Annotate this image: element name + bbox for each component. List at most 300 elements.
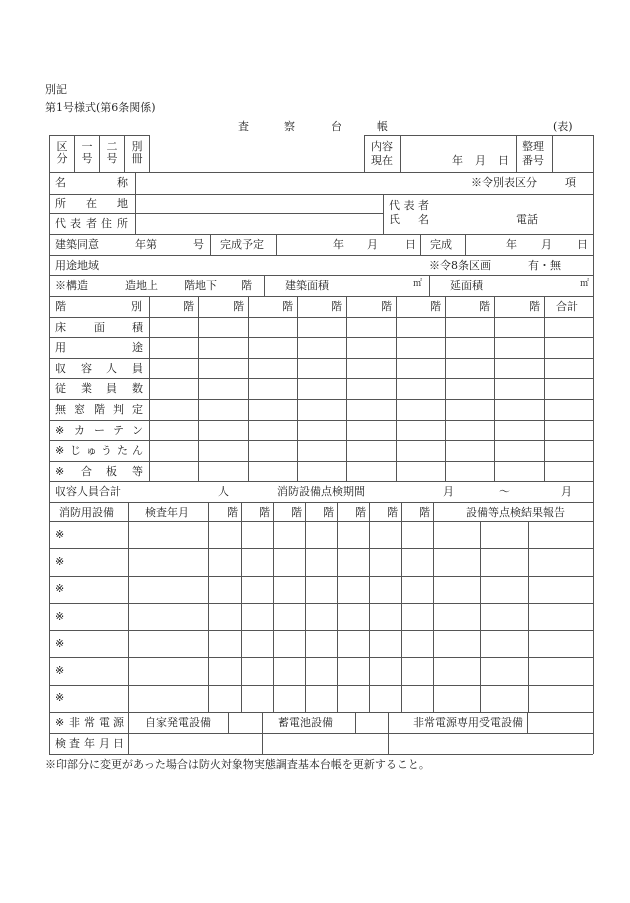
- equipment-table-cell[interactable]: [434, 522, 479, 548]
- equipment-name-field[interactable]: [70, 686, 127, 712]
- label-char: 日: [113, 737, 124, 750]
- floor-table-cell[interactable]: [347, 462, 396, 482]
- equipment-table-cell[interactable]: [306, 686, 336, 712]
- form-number: 第1号様式(第6条関係): [45, 101, 156, 114]
- floor-column-header: 階: [291, 506, 302, 519]
- equipment-name-field[interactable]: [70, 549, 127, 575]
- floor-column-header: 階: [529, 300, 540, 313]
- label-char: ※: [55, 465, 65, 478]
- floor-table-cell[interactable]: [199, 441, 248, 461]
- label-char: 床: [55, 321, 66, 334]
- equipment-table-cell[interactable]: [209, 658, 240, 684]
- equipment-table-cell[interactable]: [370, 604, 400, 630]
- floor-table-cell[interactable]: [298, 359, 346, 379]
- cell-text: 号: [106, 152, 118, 165]
- floor-table-cell[interactable]: [545, 421, 593, 441]
- total-capacity-field[interactable]: [130, 482, 215, 501]
- equipment-table-cell[interactable]: [481, 686, 527, 712]
- dedicated-receiving-field[interactable]: [528, 713, 592, 733]
- phone-label: 電話: [516, 213, 538, 226]
- equipment-table-cell[interactable]: [306, 549, 336, 575]
- equipment-table-cell[interactable]: [370, 631, 400, 657]
- equipment-table-cell[interactable]: [129, 577, 207, 603]
- equipment-table-cell[interactable]: [370, 658, 400, 684]
- floor-table-cell[interactable]: [446, 318, 494, 338]
- floor-table-cell[interactable]: [150, 318, 198, 338]
- equipment-table-cell[interactable]: [209, 604, 240, 630]
- label-char: 電: [99, 716, 110, 729]
- floor-table-cell[interactable]: [249, 359, 297, 379]
- floor-table-cell[interactable]: [249, 400, 297, 420]
- floor-table-cell[interactable]: [545, 441, 593, 461]
- floor-number-field[interactable]: [306, 503, 321, 520]
- floor-table-cell[interactable]: [298, 441, 346, 461]
- side-label: (表): [553, 120, 573, 133]
- equipment-table-cell[interactable]: [434, 631, 479, 657]
- label-char: 無: [55, 403, 66, 416]
- floor-table-cell[interactable]: [199, 462, 248, 482]
- floor-table-cell[interactable]: [199, 400, 248, 420]
- sqm-unit: ㎡: [413, 279, 423, 289]
- floor-table-cell[interactable]: [397, 318, 445, 338]
- location-field[interactable]: [136, 195, 382, 213]
- floor-table-cell[interactable]: [150, 338, 198, 358]
- structure-label: ※構造: [55, 279, 88, 292]
- equipment-name-field[interactable]: [70, 577, 127, 603]
- floor-table-cell[interactable]: [495, 379, 544, 399]
- equipment-table-cell[interactable]: [338, 686, 368, 712]
- floor-number-field[interactable]: [370, 503, 385, 520]
- floor-number-field[interactable]: [338, 503, 353, 520]
- label-char: 窓: [74, 403, 85, 416]
- equipment-table-cell[interactable]: [242, 658, 272, 684]
- completion-planned-label: 完成予定: [220, 238, 264, 251]
- label-char: た: [117, 444, 128, 457]
- consent-year-no-label: 年第: [135, 238, 157, 251]
- floor-table-cell[interactable]: [545, 400, 593, 420]
- equipment-row-marker: ※: [55, 582, 65, 595]
- floor-table-cell[interactable]: [150, 462, 198, 482]
- equipment-table-cell[interactable]: [481, 577, 527, 603]
- report-column-header: 設備等点検結果報告: [466, 506, 565, 519]
- completion-label: 完成: [430, 238, 452, 251]
- equipment-table-cell[interactable]: [129, 604, 207, 630]
- label-char: 人: [106, 362, 117, 375]
- floor-column-header: 階: [323, 506, 334, 519]
- floor-table-cell[interactable]: [347, 379, 396, 399]
- equipment-table-cell[interactable]: [402, 658, 432, 684]
- floor-table-cell[interactable]: [249, 441, 297, 461]
- floor-column-header: 階: [259, 506, 270, 519]
- floor-table-cell[interactable]: [397, 421, 445, 441]
- floor-table-cell[interactable]: [446, 359, 494, 379]
- equipment-name-field[interactable]: [70, 522, 127, 548]
- floor-table-cell[interactable]: [545, 359, 593, 379]
- equipment-table-cell[interactable]: [370, 549, 400, 575]
- floor-table-cell[interactable]: [347, 421, 396, 441]
- equipment-table-cell[interactable]: [434, 686, 479, 712]
- floor-table-cell[interactable]: [545, 318, 593, 338]
- floor-column-header: 階: [381, 300, 392, 313]
- floor-table-cell[interactable]: [347, 359, 396, 379]
- floor-column-header: 階: [227, 506, 238, 519]
- storage-battery-field[interactable]: [356, 713, 387, 733]
- floor-table-cell[interactable]: [298, 400, 346, 420]
- label-char: 数: [132, 382, 143, 395]
- equipment-table-cell[interactable]: [129, 631, 207, 657]
- floor-column-header: 階: [183, 300, 194, 313]
- month-to-unit: 月: [561, 485, 572, 498]
- equipment-table-cell[interactable]: [306, 522, 336, 548]
- floor-number-field[interactable]: [209, 503, 225, 520]
- floor-table-cell[interactable]: [446, 400, 494, 420]
- title-char: 帳: [377, 120, 388, 133]
- floor-row-label: [55, 445, 143, 457]
- day-unit: 日: [405, 238, 416, 251]
- floor-table-cell[interactable]: [495, 359, 544, 379]
- floor-table-cell[interactable]: [397, 441, 445, 461]
- inspection-ym-column-header: 検査年月: [145, 506, 189, 519]
- date-year-unit: 年: [452, 154, 463, 167]
- floor-table-cell[interactable]: [249, 421, 297, 441]
- equipment-name-field[interactable]: [70, 604, 127, 630]
- frame-right: [593, 172, 594, 754]
- equipment-table-cell[interactable]: [529, 577, 592, 603]
- floor-table-cell[interactable]: [249, 462, 297, 482]
- label-char: ー: [94, 424, 105, 437]
- floor-table-cell[interactable]: [298, 318, 346, 338]
- month-from-unit: 月: [443, 485, 454, 498]
- title-char: 査: [238, 120, 249, 133]
- floor-number-field[interactable]: [150, 297, 179, 315]
- equipment-table-cell[interactable]: [434, 577, 479, 603]
- cell-text: 二: [106, 140, 118, 153]
- name-field[interactable]: [136, 173, 466, 194]
- floor-number-field[interactable]: [298, 297, 327, 315]
- floor-number-field[interactable]: [446, 297, 475, 315]
- equipment-table-cell[interactable]: [434, 604, 479, 630]
- rep-address-label: 所: [117, 217, 128, 230]
- total-capacity-label: 収容人員合計: [55, 485, 121, 498]
- equipment-table-cell[interactable]: [129, 686, 207, 712]
- equipment-table-cell[interactable]: [274, 604, 304, 630]
- floor-column-header: 階: [282, 300, 293, 313]
- equipment-table-cell[interactable]: [370, 522, 400, 548]
- cell-text: 一: [81, 140, 93, 153]
- representative-label: 代 表 者: [389, 199, 429, 212]
- location-label: 地: [117, 197, 128, 210]
- equipment-table-cell[interactable]: [306, 658, 336, 684]
- floor-table-cell[interactable]: [298, 421, 346, 441]
- floor-table-cell[interactable]: [150, 441, 198, 461]
- label-char: 等: [132, 465, 143, 478]
- rep-address-field[interactable]: [136, 214, 382, 234]
- cell-text: 別: [131, 140, 143, 153]
- label-char: 面: [94, 321, 105, 334]
- building-area-label: 建築面積: [285, 279, 329, 292]
- equipment-table-cell[interactable]: [529, 658, 592, 684]
- floor-table-cell[interactable]: [249, 338, 297, 358]
- consent-no-unit: 号: [193, 238, 204, 251]
- floor-table-cell[interactable]: [446, 338, 494, 358]
- equipment-table-cell[interactable]: [402, 686, 432, 712]
- label-char: 収: [55, 362, 66, 375]
- equipment-table-cell[interactable]: [370, 577, 400, 603]
- floor-table-cell[interactable]: [397, 462, 445, 482]
- building-area-field[interactable]: [350, 276, 410, 295]
- total-floor-area-label: 延面積: [450, 279, 483, 292]
- equipment-table-cell[interactable]: [370, 686, 400, 712]
- floor-table-cell[interactable]: [199, 379, 248, 399]
- category-cell[interactable]: [80, 141, 94, 165]
- category-cell[interactable]: [105, 141, 119, 165]
- order-category-label: ※令別表区分: [471, 176, 537, 189]
- equipment-table-cell[interactable]: [209, 686, 240, 712]
- floor-table-cell[interactable]: [495, 338, 544, 358]
- label-char: 非: [69, 716, 80, 729]
- floor-number-field[interactable]: [347, 297, 377, 315]
- floor-table-cell[interactable]: [199, 318, 248, 338]
- floor-table-cell[interactable]: [545, 462, 593, 482]
- private-generator-field[interactable]: [229, 713, 261, 733]
- floor-number-field[interactable]: [397, 297, 426, 315]
- equipment-table-cell[interactable]: [402, 549, 432, 575]
- equipment-table-cell[interactable]: [402, 604, 432, 630]
- dedicated-receiving-label: 非常電源専用受電設備: [413, 716, 523, 729]
- floor-table-cell[interactable]: [347, 441, 396, 461]
- floor-table-cell[interactable]: [298, 338, 346, 358]
- floor-table-cell[interactable]: [495, 462, 544, 482]
- equipment-table-cell[interactable]: [242, 549, 272, 575]
- total-floor-area-field[interactable]: [500, 276, 570, 295]
- floor-table-cell[interactable]: [199, 359, 248, 379]
- floor-column-header: 階: [387, 506, 398, 519]
- floor-row-label: [55, 425, 143, 437]
- content-as-of-label: 内容: [371, 140, 393, 153]
- equipment-table-cell[interactable]: [434, 549, 479, 575]
- label-char: 源: [113, 716, 124, 729]
- floor-table-cell[interactable]: [495, 400, 544, 420]
- equipment-table-cell[interactable]: [274, 658, 304, 684]
- label-char: 年: [84, 737, 95, 750]
- floor-number-field[interactable]: [402, 503, 417, 520]
- floor-table-cell[interactable]: [199, 338, 248, 358]
- equipment-name-field[interactable]: [70, 658, 127, 684]
- equipment-table-cell[interactable]: [274, 549, 304, 575]
- floor-table-cell[interactable]: [150, 400, 198, 420]
- rep-address-label: 表: [70, 217, 81, 230]
- equipment-table-cell[interactable]: [242, 577, 272, 603]
- floor-table-cell[interactable]: [446, 462, 494, 482]
- title-char: 台: [331, 120, 342, 133]
- cell-text: 冊: [131, 152, 143, 165]
- label-char: カ: [74, 424, 85, 437]
- label-char: 判: [113, 403, 124, 416]
- completion-field[interactable]: [466, 235, 592, 255]
- reference-number-label: 番号: [522, 154, 544, 167]
- label-char: 業: [81, 382, 92, 395]
- label-char: 板: [106, 465, 117, 478]
- date-month-unit: 月: [475, 154, 486, 167]
- equipment-table-cell[interactable]: [242, 604, 272, 630]
- reference-number-field[interactable]: [552, 135, 593, 172]
- equipment-table-cell[interactable]: [529, 631, 592, 657]
- representative-field[interactable]: [434, 195, 592, 233]
- floor-column-header: 階: [233, 300, 244, 313]
- floor-table-cell[interactable]: [397, 359, 445, 379]
- zoning-label: 用途地域: [55, 259, 99, 272]
- floor-column-header: 階: [430, 300, 441, 313]
- label-char: テ: [113, 424, 124, 437]
- floor-table-cell[interactable]: [495, 318, 544, 338]
- floor-number-field[interactable]: [274, 503, 289, 520]
- category-cell[interactable]: [55, 141, 69, 165]
- equipment-name-field[interactable]: [70, 631, 127, 657]
- floor-table-cell[interactable]: [446, 441, 494, 461]
- floor-table-cell[interactable]: [347, 338, 396, 358]
- month-to-field[interactable]: [510, 482, 560, 501]
- inspection-date-field-2[interactable]: [263, 734, 387, 754]
- floor-table-cell[interactable]: [397, 400, 445, 420]
- reference-number-label: 整理: [522, 140, 544, 153]
- inspection-date-field-1[interactable]: [129, 734, 261, 754]
- yes-no-option[interactable]: 有・無: [528, 259, 561, 272]
- floor-table-cell[interactable]: [298, 379, 346, 399]
- equipment-table-cell[interactable]: [306, 631, 336, 657]
- zoning-field[interactable]: [110, 256, 420, 275]
- equipment-table-cell[interactable]: [209, 549, 240, 575]
- label-char: 常: [84, 716, 95, 729]
- floor-table-cell[interactable]: [446, 421, 494, 441]
- floor-row-label: [55, 466, 143, 478]
- floor-column-header: 階: [419, 506, 430, 519]
- equipment-table-cell[interactable]: [481, 549, 527, 575]
- equipment-table-cell[interactable]: [129, 658, 207, 684]
- equipment-row-marker: ※: [55, 528, 65, 541]
- equipment-table-cell[interactable]: [338, 522, 368, 548]
- month-unit: 月: [367, 238, 378, 251]
- month-from-field[interactable]: [380, 482, 440, 501]
- equipment-table-cell[interactable]: [209, 631, 240, 657]
- equipment-table-cell[interactable]: [242, 522, 272, 548]
- floor-table-cell[interactable]: [150, 359, 198, 379]
- label-char: 定: [132, 403, 143, 416]
- equipment-table-cell[interactable]: [242, 686, 272, 712]
- rep-address-label: 者: [86, 217, 97, 230]
- floor-unit: 階: [241, 279, 252, 292]
- equipment-table-cell[interactable]: [529, 522, 592, 548]
- equipment-table-cell[interactable]: [306, 577, 336, 603]
- equipment-table-cell[interactable]: [338, 604, 368, 630]
- equipment-table-cell[interactable]: [129, 549, 207, 575]
- equipment-table-cell[interactable]: [402, 522, 432, 548]
- label-char: 積: [132, 321, 143, 334]
- equipment-table-cell[interactable]: [242, 631, 272, 657]
- floor-table-cell[interactable]: [249, 318, 297, 338]
- equipment-table-cell[interactable]: [402, 577, 432, 603]
- floor-table-cell[interactable]: [495, 421, 544, 441]
- label-char: う: [101, 444, 112, 457]
- floor-number-field[interactable]: [242, 503, 257, 520]
- floor-number-field[interactable]: [199, 297, 229, 315]
- floor-column-header: 階: [355, 506, 366, 519]
- equipment-table-cell[interactable]: [338, 577, 368, 603]
- day-unit: 日: [577, 238, 588, 251]
- label-char: ※: [55, 424, 65, 437]
- equipment-table-cell[interactable]: [209, 577, 240, 603]
- label-char: 容: [81, 362, 92, 375]
- floor-row-label: [55, 383, 143, 395]
- floor-table-cell[interactable]: [495, 441, 544, 461]
- floor-table-cell[interactable]: [249, 379, 297, 399]
- floor-table-cell[interactable]: [397, 338, 445, 358]
- total-column-header: 合計: [556, 300, 578, 313]
- equipment-table-cell[interactable]: [306, 604, 336, 630]
- rep-name-label: 氏: [389, 213, 400, 226]
- equipment-table-cell[interactable]: [274, 686, 304, 712]
- building-consent-label: 建築同意: [55, 238, 99, 251]
- equipment-table-cell[interactable]: [402, 631, 432, 657]
- label-char: ゅ: [86, 444, 97, 457]
- inspection-date-field-3[interactable]: [389, 734, 592, 754]
- label-char: 月: [99, 737, 110, 750]
- equipment-table-cell[interactable]: [481, 604, 527, 630]
- floor-table-cell[interactable]: [545, 379, 593, 399]
- year-unit: 年: [333, 238, 344, 251]
- floor-table-cell[interactable]: [150, 421, 198, 441]
- floor-column-header: 階: [479, 300, 490, 313]
- storage-battery-label: 蓄電池設備: [278, 716, 333, 729]
- equipment-table-cell[interactable]: [434, 658, 479, 684]
- below-ground-label: 階地下: [184, 279, 217, 292]
- floor-table-cell[interactable]: [397, 379, 445, 399]
- floor-table-cell[interactable]: [150, 379, 198, 399]
- completion-planned-field[interactable]: [277, 235, 419, 255]
- floor-table-cell[interactable]: [446, 379, 494, 399]
- equipment-table-cell[interactable]: [529, 604, 592, 630]
- equipment-table-cell[interactable]: [209, 522, 240, 548]
- equipment-table-cell[interactable]: [129, 522, 207, 548]
- floor-table-cell[interactable]: [347, 318, 396, 338]
- equipment-table-cell[interactable]: [274, 577, 304, 603]
- equipment-table-cell[interactable]: [481, 631, 527, 657]
- equipment-column-header: 消防用設備: [59, 506, 114, 519]
- person-unit: 人: [218, 485, 229, 498]
- floor-row-label: [55, 363, 143, 375]
- equipment-table-cell[interactable]: [338, 631, 368, 657]
- category-cell[interactable]: [130, 141, 144, 165]
- floor-table-cell[interactable]: [298, 462, 346, 482]
- floor-row-label: [55, 404, 143, 416]
- equipment-table-cell[interactable]: [274, 631, 304, 657]
- floor-table-cell[interactable]: [347, 400, 396, 420]
- floor-table-cell[interactable]: [199, 421, 248, 441]
- equipment-table-cell[interactable]: [529, 549, 592, 575]
- above-ground-label: 造地上: [125, 279, 158, 292]
- equipment-table-cell[interactable]: [481, 522, 527, 548]
- equipment-table-cell[interactable]: [338, 658, 368, 684]
- floor-column-header: 階: [331, 300, 342, 313]
- floor-number-field[interactable]: [495, 297, 525, 315]
- equipment-table-cell[interactable]: [529, 686, 592, 712]
- rep-address-label: 代: [55, 217, 66, 230]
- floor-number-field[interactable]: [249, 297, 278, 315]
- note-label: 別記: [45, 83, 67, 96]
- floor-table-cell[interactable]: [545, 338, 593, 358]
- equipment-table-cell[interactable]: [338, 549, 368, 575]
- equipment-table-cell[interactable]: [481, 658, 527, 684]
- equipment-table-cell[interactable]: [274, 522, 304, 548]
